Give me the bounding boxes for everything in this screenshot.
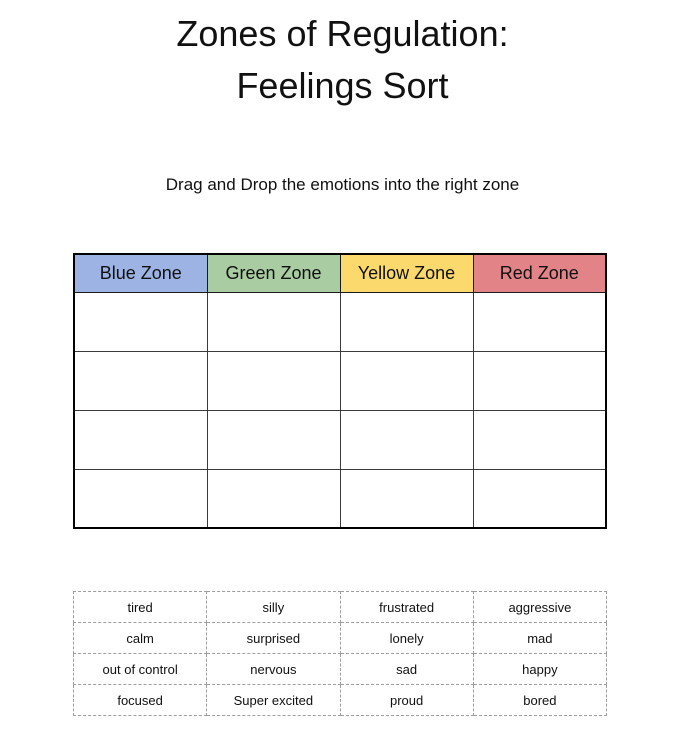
zones-header-row <box>74 254 606 292</box>
zones-body-row <box>74 469 606 528</box>
emotion-tile-focused[interactable]: focused <box>74 685 207 716</box>
page-title-line1: Zones of Regulation: <box>176 13 509 54</box>
zone-drop-cell-yellow-3[interactable] <box>340 410 473 469</box>
zone-drop-cell-yellow-4[interactable] <box>340 469 473 528</box>
emotion-tile-super-excited[interactable]: Super excited <box>207 685 340 716</box>
zone-drop-cell-red-1[interactable] <box>473 292 606 351</box>
emotion-tile-surprised[interactable]: surprised <box>207 623 340 654</box>
zone-drop-cell-green-2[interactable] <box>207 351 340 410</box>
emotion-tile-tired[interactable]: tired <box>74 592 207 623</box>
page-title <box>0 8 685 112</box>
zones-body-row <box>74 292 606 351</box>
word-bank-row <box>74 623 607 654</box>
zone-header-blue: Blue Zone <box>74 254 207 292</box>
emotion-tile-frustrated[interactable]: frustrated <box>340 592 473 623</box>
emotion-tile-proud[interactable]: proud <box>340 685 473 716</box>
word-bank-row <box>74 592 607 623</box>
zone-drop-cell-yellow-1[interactable] <box>340 292 473 351</box>
emotion-tile-lonely[interactable]: lonely <box>340 623 473 654</box>
emotion-tile-aggressive[interactable]: aggressive <box>473 592 606 623</box>
instruction-text: Drag and Drop the emotions into the right zone <box>165 175 520 194</box>
zones-table <box>73 253 607 529</box>
page-title-line2: Feelings Sort <box>236 65 449 106</box>
emotion-tile-silly[interactable]: silly <box>207 592 340 623</box>
emotion-tile-out-of-control[interactable]: out of control <box>74 654 207 685</box>
zones-body-row <box>74 410 606 469</box>
zone-header-red: Red Zone <box>473 254 606 292</box>
emotion-tile-happy[interactable]: happy <box>473 654 606 685</box>
emotion-tile-mad[interactable]: mad <box>473 623 606 654</box>
zone-header-green: Green Zone <box>207 254 340 292</box>
zone-drop-cell-green-3[interactable] <box>207 410 340 469</box>
emotion-tile-nervous[interactable]: nervous <box>207 654 340 685</box>
zones-body-row <box>74 351 606 410</box>
zone-drop-cell-green-4[interactable] <box>207 469 340 528</box>
emotion-tile-bored[interactable]: bored <box>473 685 606 716</box>
zone-drop-cell-red-2[interactable] <box>473 351 606 410</box>
zone-drop-cell-green-1[interactable] <box>207 292 340 351</box>
emotion-tile-sad[interactable]: sad <box>340 654 473 685</box>
zone-drop-cell-red-3[interactable] <box>473 410 606 469</box>
emotion-tile-calm[interactable]: calm <box>74 623 207 654</box>
zone-drop-cell-blue-3[interactable] <box>74 410 207 469</box>
zone-drop-cell-yellow-2[interactable] <box>340 351 473 410</box>
zone-drop-cell-blue-2[interactable] <box>74 351 207 410</box>
word-bank-row <box>74 685 607 716</box>
zone-drop-cell-blue-4[interactable] <box>74 469 207 528</box>
zone-drop-cell-red-4[interactable] <box>473 469 606 528</box>
zone-header-yellow: Yellow Zone <box>340 254 473 292</box>
zone-drop-cell-blue-1[interactable] <box>74 292 207 351</box>
word-bank <box>73 591 607 716</box>
word-bank-row <box>74 654 607 685</box>
